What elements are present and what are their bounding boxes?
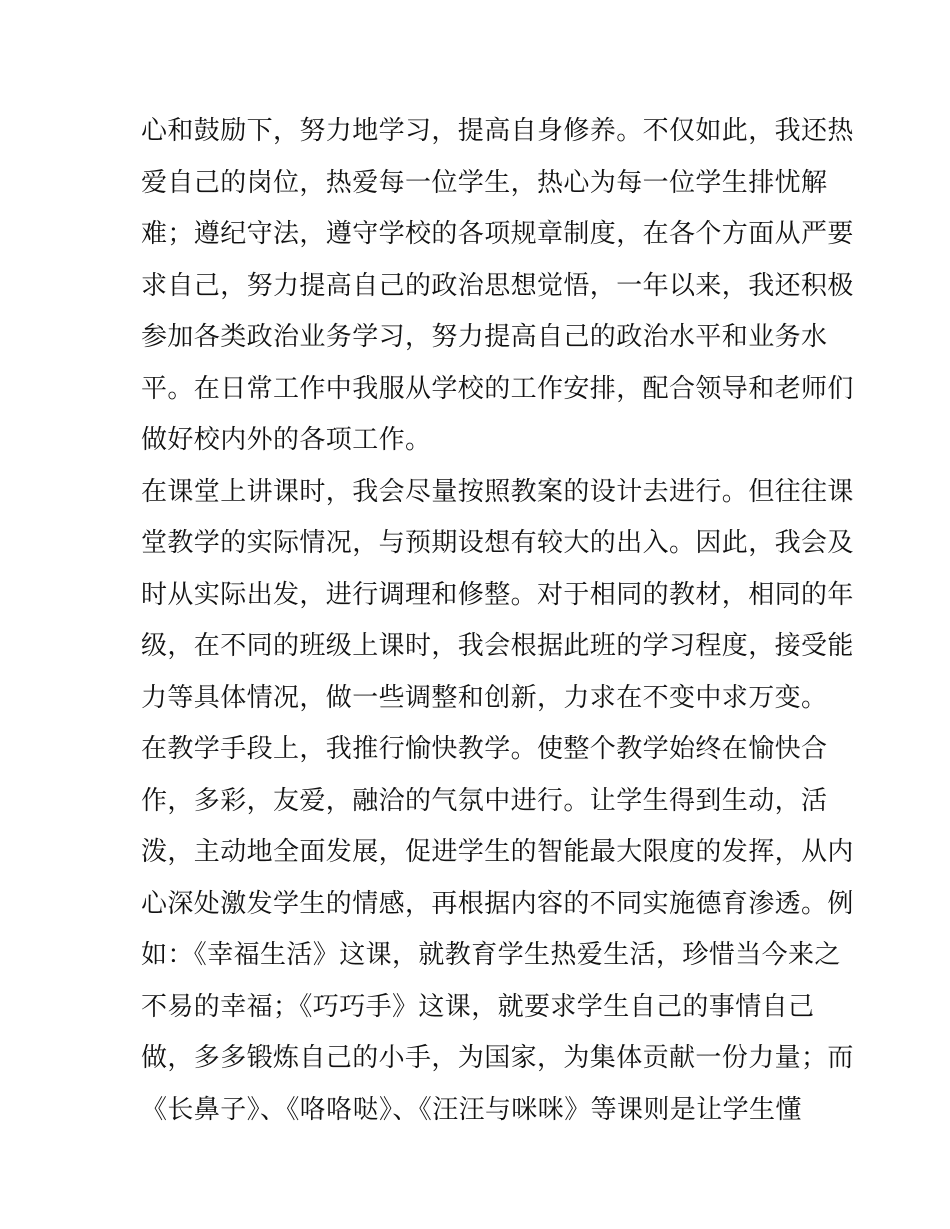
text-line: 《长鼻子》、《咯咯哒》、《汪汪与咪咪》等课则是让学生懂 <box>141 1094 802 1125</box>
text-line: 堂教学的实际情况，与预期设想有较大的出入。因此，我会及 <box>141 528 854 558</box>
document-body <box>141 106 854 1136</box>
text-line: 如：《幸福生活》这课，就教育学生热爱生活，珍惜当今来之 <box>141 940 841 970</box>
text-line: 平。在日常工作中我服从学校的工作安排，配合领导和老师们 <box>141 373 854 404</box>
text-line: 做好校内外的各项工作。 <box>141 425 432 455</box>
text-line: 力等具体情况，做一些调整和创新，力求在不变中求万变。 <box>141 682 828 713</box>
text-line: 在教学手段上，我推行愉快教学。使整个教学始终在愉快合 <box>141 734 828 764</box>
text-line: 泼，主动地全面发展，促进学生的智能最大限度的发挥，从内 <box>141 837 854 867</box>
text-line: 作，多彩，友爱，融洽的气氛中进行。让学生得到生动，活 <box>141 785 828 816</box>
text-line: 参加各类政治业务学习，努力提高自己的政治水平和业务水 <box>141 322 828 352</box>
text-line: 爱自己的岗位，热爱每一位学生，热心为每一位学生排忧解 <box>141 167 828 198</box>
text-line: 心和鼓励下，努力地学习，提高自身修养。不仅如此，我还热 <box>141 116 854 146</box>
text-line: 做，多多锻炼自己的小手，为国家，为集体贡献一份力量；而 <box>141 1043 854 1073</box>
text-line: 难；遵纪守法，遵守学校的各项规章制度，在各个方面从严要 <box>141 219 854 249</box>
text-line: 在课堂上讲课时，我会尽量按照教案的设计去进行。但往往课 <box>141 476 854 507</box>
text-line: 心深处激发学生的情感，再根据内容的不同实施德育渗透。例 <box>141 888 854 919</box>
text-line: 级，在不同的班级上课时，我会根据此班的学习程度，接受能 <box>141 631 854 661</box>
text-line: 不易的幸福；《巧巧手》这课，就要求学生自己的事情自己 <box>141 991 815 1022</box>
text-line: 求自己，努力提高自己的政治思想觉悟，一年以来，我还积极 <box>141 270 854 301</box>
text-line: 时从实际出发，进行调理和修整。对于相同的教材，相同的年 <box>141 579 854 610</box>
